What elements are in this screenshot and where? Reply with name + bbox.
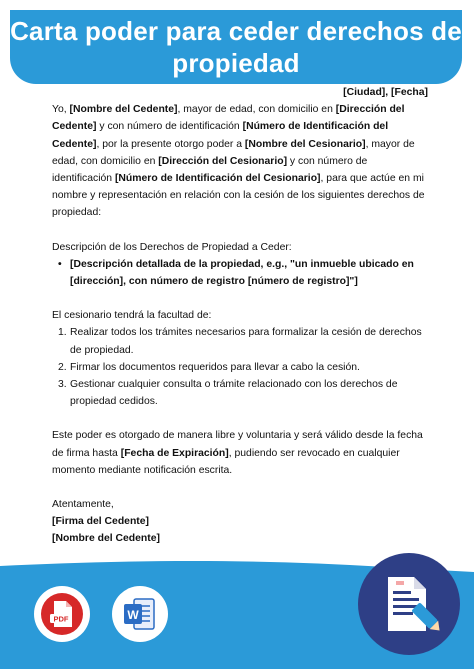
word-download-button[interactable] [112,586,168,642]
pdf-icon-label: PDF [53,614,69,624]
closing: Atentamente, [52,499,114,511]
page-title: Carta poder para ceder derechos de propiedad [10,16,462,78]
place-date: [Ciudad], [Fecha] [343,87,428,98]
description-heading: Descripción de los Derechos de Propiedad a Ceder: [52,241,292,253]
title-banner [10,10,462,84]
signature-placeholder: [Firma del Cedente] [52,516,149,528]
signer-name: [Nombre del Cedente] [52,533,160,545]
powers-list [52,324,428,410]
pdf-icon [40,592,84,636]
validity-paragraph: Este poder es otorgado de manera libre y voluntaria y será válido desde la fecha de firma hasta [Fecha de Expiración], pudiendo ser revocado en cualquier momento mediante notificación escrita. [52,430,423,476]
letter-body [52,84,428,599]
pdf-download-button[interactable] [34,586,90,642]
powers-heading: El cesionario tendrá la facultad de: [52,310,212,322]
description-list [52,256,428,290]
document-edit-badge [358,553,460,655]
powers-item: 1. Realizar todos los trámites necesarios para formalizar la cesión de derechos de propiedad. [58,327,422,356]
word-icon-label: W [127,608,139,622]
powers-item: 3. Gestionar cualquier consulta o trámite relacionado con los derechos de propiedad cedidos. [58,379,398,408]
description-item: • [Descripción detallada de la propiedad, e.g., "un inmueble ubicado en [dirección], con número de registro [número de registro]"] [52,256,428,290]
powers-item: 2. Firmar los documentos requeridos para llevar a cabo la cesión. [58,361,360,373]
word-icon [116,590,164,638]
document-edit-icon [374,569,444,639]
intro-paragraph: Yo, [Nombre del Cedente], mayor de edad, con domicilio en [Dirección del Cedente] y con número de identificación [Número de Identificación del Cedente], por la presente otorgo poder a [Nombre del Cesionario], mayor de edad, con domicilio en [Dirección del Cesionario] y con número de identificación [Número de Identificación del Cesionario], para que actúe en mi nombre y representación en relación con la cesión de los siguientes derechos de propiedad: [52,104,425,219]
